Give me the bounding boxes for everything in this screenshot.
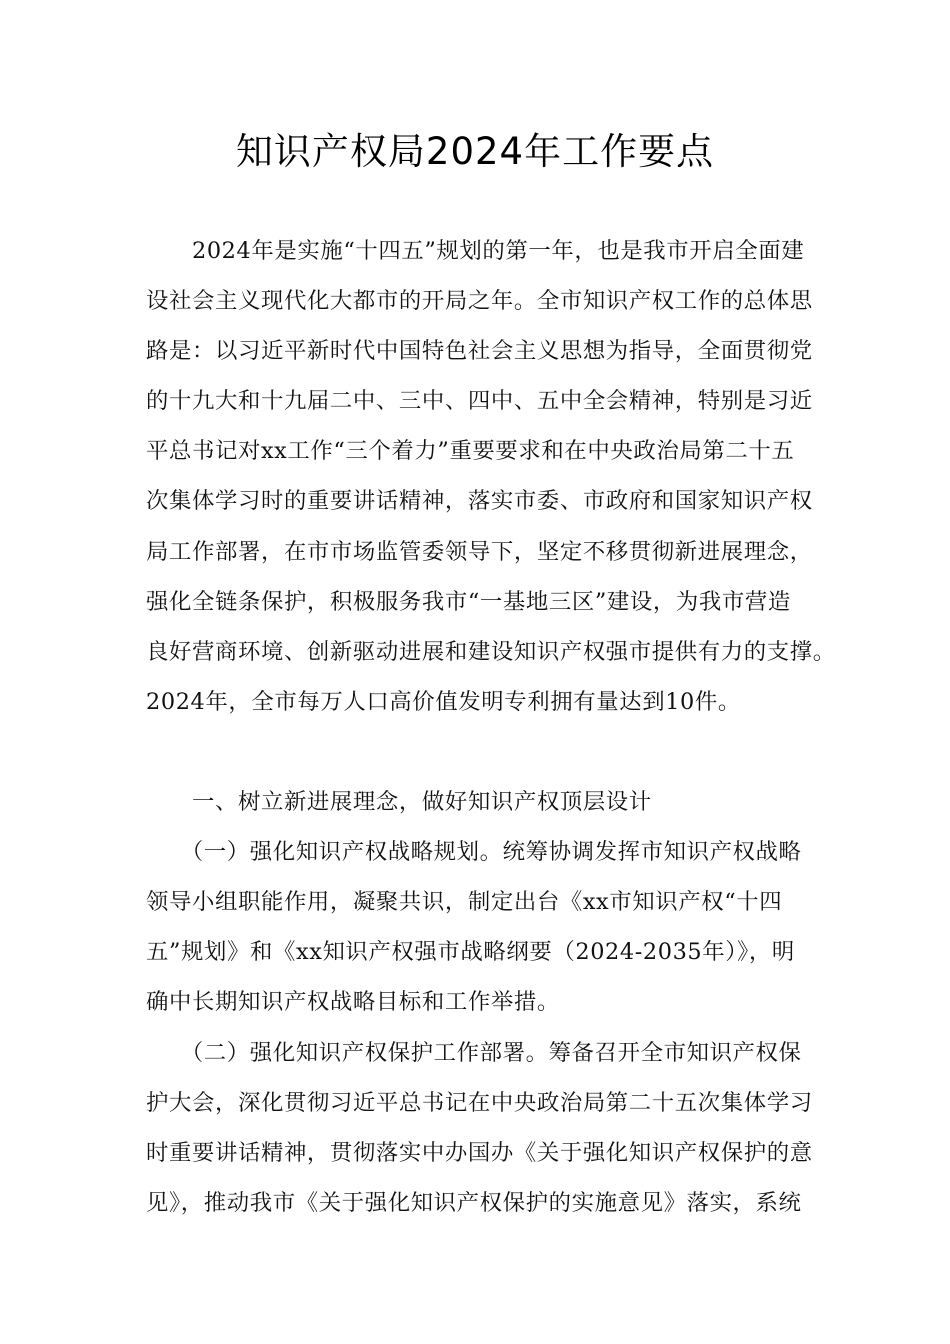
section-heading: 一、树立新进展理念，做好知识产权顶层设计 bbox=[146, 789, 652, 816]
paragraph-line: 时重要讲话精神，贯彻落实中办国办《关于强化知识产权保护的意 bbox=[146, 1139, 813, 1166]
paragraph-line: 次集体学习时的重要讲话精神，落实市委、市政府和国家知识产权 bbox=[146, 488, 813, 515]
paragraph-spacer bbox=[146, 727, 806, 777]
paragraph-line: 见》，推动我市《关于强化知识产权保护的实施意见》落实，系统 bbox=[146, 1189, 802, 1216]
paragraph-line: （一）强化知识产权战略规划。统筹协调发挥市知识产权战略 bbox=[146, 839, 802, 866]
document-body bbox=[146, 226, 836, 1228]
paragraph-line: 平总书记对xx工作“三个着力”重要要求和在中央政治局第二十五 bbox=[146, 438, 795, 465]
paragraph-line: 设社会主义现代化大都市的开局之年。全市知识产权工作的总体思 bbox=[146, 288, 813, 315]
paragraph-line: 局工作部署，在市市场监管委领导下，坚定不移贯彻新进展理念， bbox=[146, 538, 813, 565]
paragraph-line: 良好营商环境、创新驱动进展和建设知识产权强市提供有力的支撑。 bbox=[146, 638, 836, 665]
paragraph-line: （二）强化知识产权保护工作部署。筹备召开全市知识产权保 bbox=[146, 1039, 802, 1066]
paragraph-line: 2024年是实施“十四五”规划的第一年，也是我市开启全面建 bbox=[146, 238, 805, 264]
paragraph-line: 五”规划》和《xx知识产权强市战略纲要（2024-2035年）》，明 bbox=[146, 939, 795, 966]
document-title: 知识产权局2024年工作要点 bbox=[235, 130, 715, 173]
paragraph-line: 路是：以习近平新时代中国特色社会主义思想为指导，全面贯彻党 bbox=[146, 338, 813, 365]
paragraph-line: 护大会，深化贯彻习近平总书记在中央政治局第二十五次集体学习 bbox=[146, 1089, 813, 1116]
paragraph-line: 的十九大和十九届二中、三中、四中、五中全会精神，特别是习近 bbox=[146, 388, 813, 415]
paragraph-line: 领导小组职能作用，凝聚共识，制定出台《xx市知识产权“十四 bbox=[146, 889, 783, 916]
paragraph-line: 2024年，全市每万人口高价值发明专利拥有量达到10件。 bbox=[146, 688, 741, 715]
paragraph-line: 强化全链条保护，积极服务我市“一基地三区”建设，为我市营造 bbox=[146, 588, 791, 615]
paragraph-line: 确中长期知识产权战略目标和工作举措。 bbox=[146, 989, 560, 1016]
